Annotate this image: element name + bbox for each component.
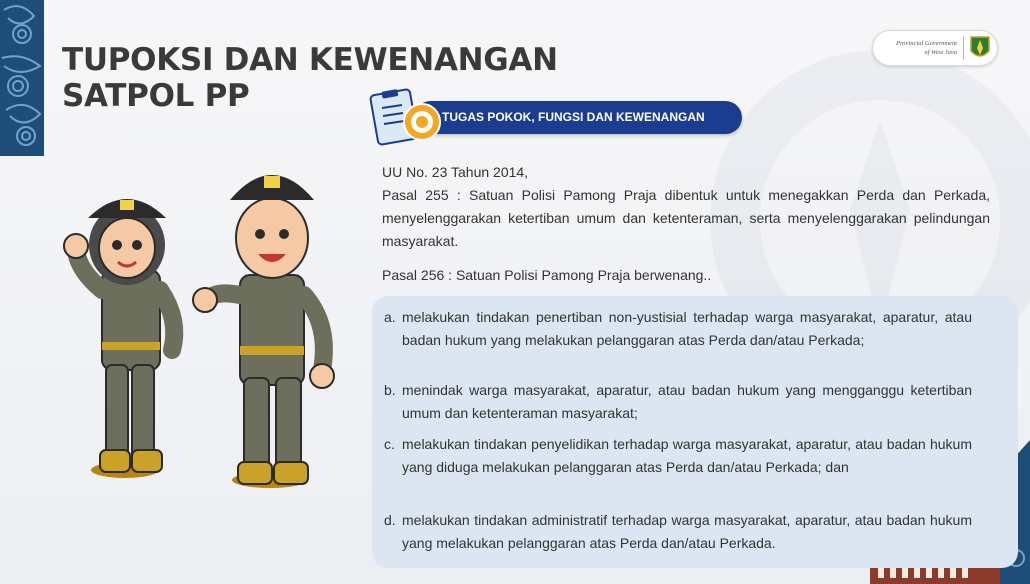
list-item bbox=[372, 433, 972, 479]
logo-text-line-2: of West Java bbox=[924, 49, 957, 56]
list-item-letter: d. bbox=[384, 512, 396, 528]
law-reference bbox=[382, 161, 990, 287]
list-item bbox=[372, 306, 972, 352]
logo-divider bbox=[963, 36, 964, 60]
batik-pattern-icon bbox=[0, 0, 44, 156]
authority-points-panel bbox=[372, 296, 1018, 568]
list-item bbox=[372, 379, 972, 425]
list-item-text: menindak warga masyarakat, aparatur, atau badan hukum yang mengganggu ketertiban umum dan ketenteraman masyarakat; bbox=[402, 382, 972, 421]
list-item bbox=[372, 509, 972, 555]
female-officer-figure bbox=[64, 199, 174, 478]
pasal-255-text: Pasal 255 : Satuan Polisi Pamong Praja dibentuk untuk menegakkan Perda dan Perkada, menyelenggarakan ketertiban umum dan ketenteraman, serta menyelenggarakan pelindungan masyarakat. bbox=[382, 187, 990, 249]
clipboard-target-icon bbox=[368, 88, 444, 148]
law-ref-title: UU No. 23 Tahun 2014, bbox=[382, 164, 529, 180]
logo-text bbox=[896, 39, 957, 57]
male-officer-figure bbox=[193, 175, 334, 488]
provincial-government-logo bbox=[872, 30, 998, 66]
list-item-letter: b. bbox=[384, 382, 396, 398]
pasal-256-text: Pasal 256 : Satuan Polisi Pamong Praja berwenang.. bbox=[382, 267, 712, 283]
logo-text-line-1: Provincial Government bbox=[896, 40, 957, 47]
list-item-letter: c. bbox=[384, 436, 395, 452]
list-item-text: melakukan tindakan administratif terhadap warga masyarakat, aparatur, atau badan hukum yang melakukan pelanggaran atas Perda dan/atau Perkada. bbox=[402, 512, 972, 551]
section-header-label: TUGAS POKOK, FUNGSI DAN KEWENANGAN bbox=[442, 110, 705, 124]
list-item-text: melakukan tindakan penertiban non-yustisial terhadap warga masyarakat, aparatur, atau badan hukum yang melakukan pelanggaran atas Perda dan/atau Perkada; bbox=[402, 309, 972, 348]
list-item-letter: a. bbox=[384, 309, 396, 325]
west-java-emblem-icon bbox=[969, 35, 991, 61]
satpol-officers-illustration bbox=[40, 150, 350, 500]
list-item-text: melakukan tindakan penyelidikan terhadap warga masyarakat, aparatur, atau badan hukum yang diduga melakukan pelanggaran atas Perda dan/atau Perkada; dan bbox=[402, 436, 972, 475]
title-line-1: TUPOKSI DAN KEWENANGAN bbox=[62, 42, 558, 78]
title-line-2: SATPOL PP bbox=[62, 78, 250, 114]
